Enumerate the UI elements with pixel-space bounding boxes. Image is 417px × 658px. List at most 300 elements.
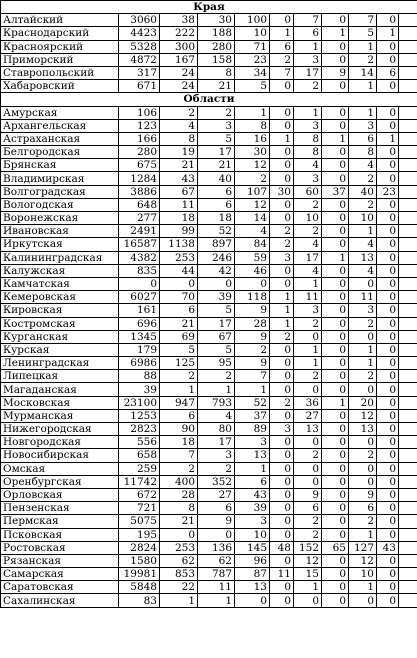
value-cell: 0	[270, 383, 294, 396]
value-cell: 0	[270, 370, 294, 383]
region-name-cell: Ленинградская	[1, 357, 119, 370]
table-row	[1, 304, 417, 317]
region-name-cell: Курская	[1, 343, 119, 356]
value-cell: 0	[294, 594, 322, 607]
value-cell: 0	[294, 475, 322, 488]
value-cell: 0	[377, 515, 399, 528]
value-cell: 0	[377, 172, 399, 185]
value-cell: 0	[322, 106, 349, 119]
value-cell: 10	[294, 212, 322, 225]
region-name-cell: Магаданская	[1, 383, 119, 396]
value-cell: 2	[160, 106, 198, 119]
value-cell: 100	[235, 14, 270, 27]
value-cell: 2	[270, 330, 294, 343]
value-cell: 11	[198, 581, 235, 594]
value-cell: 0	[322, 357, 349, 370]
value-cell: 5	[235, 80, 270, 93]
value-cell: 1	[349, 357, 377, 370]
value-cell: 1	[322, 132, 349, 145]
value-cell: 3	[294, 304, 322, 317]
value-cell: 18	[198, 212, 235, 225]
table-row	[1, 436, 417, 449]
empty-cell	[399, 212, 417, 225]
value-cell: 0	[270, 554, 294, 567]
value-cell: 34	[235, 66, 270, 79]
empty-cell	[399, 304, 417, 317]
value-cell: 67	[160, 185, 198, 198]
empty-cell	[399, 159, 417, 172]
value-cell: 70	[160, 291, 198, 304]
value-cell: 60	[294, 185, 322, 198]
value-cell: 161	[119, 304, 160, 317]
table-row	[1, 423, 417, 436]
value-cell: 3	[349, 304, 377, 317]
value-cell: 0	[349, 330, 377, 343]
value-cell: 4	[294, 238, 322, 251]
value-cell: 13	[235, 581, 270, 594]
value-cell: 0	[322, 568, 349, 581]
value-cell: 2	[198, 370, 235, 383]
empty-cell	[399, 343, 417, 356]
value-cell: 671	[119, 80, 160, 93]
value-cell: 9	[294, 488, 322, 501]
value-cell: 352	[198, 475, 235, 488]
value-cell: 0	[377, 370, 399, 383]
table-row	[1, 330, 417, 343]
value-cell: 0	[322, 277, 349, 290]
value-cell: 6	[294, 502, 322, 515]
value-cell: 1	[349, 80, 377, 93]
value-cell: 2	[294, 449, 322, 462]
value-cell: 0	[235, 277, 270, 290]
value-cell: 17	[198, 146, 235, 159]
value-cell: 0	[270, 172, 294, 185]
value-cell: 17	[294, 251, 322, 264]
value-cell: 21	[160, 515, 198, 528]
value-cell: 1	[377, 132, 399, 145]
value-cell: 1	[294, 106, 322, 119]
value-cell: 21	[198, 159, 235, 172]
value-cell: 21	[160, 317, 198, 330]
value-cell: 9	[235, 330, 270, 343]
value-cell: 10	[235, 528, 270, 541]
value-cell: 23100	[119, 396, 160, 409]
value-cell: 2	[270, 225, 294, 238]
value-cell: 44	[160, 264, 198, 277]
value-cell: 0	[322, 554, 349, 567]
value-cell: 43	[377, 541, 399, 554]
value-cell: 30	[270, 185, 294, 198]
value-cell: 107	[235, 185, 270, 198]
region-name-cell: Владимирская	[1, 172, 119, 185]
value-cell: 0	[377, 396, 399, 409]
value-cell: 2	[349, 515, 377, 528]
table-row	[1, 396, 417, 409]
region-name-cell: Иркутская	[1, 238, 119, 251]
value-cell: 9	[235, 304, 270, 317]
region-name-cell: Ростовская	[1, 541, 119, 554]
value-cell: 787	[198, 568, 235, 581]
value-cell: 0	[322, 80, 349, 93]
value-cell: 0	[322, 370, 349, 383]
value-cell: 179	[119, 343, 160, 356]
table-row	[1, 159, 417, 172]
value-cell: 0	[377, 264, 399, 277]
value-cell: 5848	[119, 581, 160, 594]
value-cell: 1	[160, 594, 198, 607]
empty-cell	[399, 541, 417, 554]
value-cell: 0	[270, 106, 294, 119]
value-cell: 40	[349, 185, 377, 198]
value-cell: 0	[377, 343, 399, 356]
value-cell: 897	[198, 238, 235, 251]
value-cell: 0	[270, 146, 294, 159]
table-row	[1, 225, 417, 238]
value-cell: 400	[160, 475, 198, 488]
value-cell: 0	[160, 277, 198, 290]
value-cell: 167	[160, 53, 198, 66]
section-header-row	[1, 1, 417, 14]
value-cell: 48	[270, 541, 294, 554]
value-cell: 0	[270, 14, 294, 27]
empty-cell	[399, 449, 417, 462]
value-cell: 90	[160, 423, 198, 436]
region-name-cell: Ставропольский	[1, 66, 119, 79]
value-cell: 6	[198, 502, 235, 515]
value-cell: 4	[349, 238, 377, 251]
table-row	[1, 212, 417, 225]
value-cell: 2	[294, 317, 322, 330]
region-name-cell: Орловская	[1, 488, 119, 501]
value-cell: 0	[270, 488, 294, 501]
region-name-cell: Кемеровская	[1, 291, 119, 304]
empty-cell	[399, 409, 417, 422]
value-cell: 277	[119, 212, 160, 225]
value-cell: 3	[294, 53, 322, 66]
empty-cell	[399, 370, 417, 383]
value-cell: 12	[349, 409, 377, 422]
value-cell: 0	[270, 198, 294, 211]
empty-cell	[399, 396, 417, 409]
empty-cell	[399, 330, 417, 343]
value-cell: 10	[349, 212, 377, 225]
value-cell: 8	[160, 132, 198, 145]
value-cell: 2	[160, 462, 198, 475]
value-cell: 2	[235, 172, 270, 185]
value-cell: 7	[235, 370, 270, 383]
value-cell: 16587	[119, 238, 160, 251]
value-cell: 0	[270, 502, 294, 515]
value-cell: 3	[235, 515, 270, 528]
table-row	[1, 277, 417, 290]
value-cell: 0	[270, 462, 294, 475]
value-cell: 2	[349, 317, 377, 330]
value-cell: 8	[235, 119, 270, 132]
value-cell: 13	[235, 449, 270, 462]
value-cell: 1284	[119, 172, 160, 185]
value-cell: 1	[349, 528, 377, 541]
empty-cell	[399, 436, 417, 449]
table-row	[1, 317, 417, 330]
value-cell: 24	[160, 80, 198, 93]
table-row	[1, 515, 417, 528]
value-cell: 125	[160, 357, 198, 370]
table-row	[1, 66, 417, 79]
table-row	[1, 198, 417, 211]
empty-cell	[399, 66, 417, 79]
value-cell: 0	[322, 14, 349, 27]
region-name-cell: Калининградская	[1, 251, 119, 264]
value-cell: 0	[322, 264, 349, 277]
value-cell: 39	[119, 383, 160, 396]
empty-cell	[399, 106, 417, 119]
value-cell: 19981	[119, 568, 160, 581]
value-cell: 0	[349, 594, 377, 607]
value-cell: 0	[322, 225, 349, 238]
empty-cell	[399, 251, 417, 264]
value-cell: 6027	[119, 291, 160, 304]
value-cell: 1	[160, 383, 198, 396]
value-cell: 0	[322, 53, 349, 66]
value-cell: 0	[322, 449, 349, 462]
empty-cell	[399, 475, 417, 488]
value-cell: 0	[377, 357, 399, 370]
value-cell: 10	[235, 27, 270, 40]
value-cell: 36	[294, 396, 322, 409]
value-cell: 0	[322, 317, 349, 330]
value-cell: 1	[294, 343, 322, 356]
table-row	[1, 409, 417, 422]
region-name-cell: Липецкая	[1, 370, 119, 383]
table-row	[1, 462, 417, 475]
value-cell: 123	[119, 119, 160, 132]
value-cell: 2	[294, 198, 322, 211]
value-cell: 2	[294, 80, 322, 93]
value-cell: 1138	[160, 238, 198, 251]
value-cell: 7	[294, 14, 322, 27]
value-cell: 10	[349, 568, 377, 581]
empty-cell	[399, 264, 417, 277]
value-cell: 0	[377, 304, 399, 317]
region-name-cell: Омская	[1, 462, 119, 475]
empty-cell	[399, 40, 417, 53]
value-cell: 0	[270, 475, 294, 488]
value-cell: 1	[294, 277, 322, 290]
value-cell: 253	[160, 541, 198, 554]
value-cell: 0	[377, 462, 399, 475]
value-cell: 12	[294, 554, 322, 567]
table-row	[1, 291, 417, 304]
value-cell: 3	[270, 423, 294, 436]
value-cell: 4	[294, 264, 322, 277]
value-cell: 38	[160, 14, 198, 27]
value-cell: 0	[349, 462, 377, 475]
value-cell: 6	[198, 198, 235, 211]
value-cell: 9	[322, 66, 349, 79]
value-cell: 675	[119, 159, 160, 172]
value-cell: 18	[160, 436, 198, 449]
value-cell: 12	[349, 554, 377, 567]
empty-cell	[399, 277, 417, 290]
value-cell: 7	[160, 449, 198, 462]
value-cell: 853	[160, 568, 198, 581]
value-cell: 2	[160, 370, 198, 383]
region-name-cell: Архангельская	[1, 119, 119, 132]
empty-cell	[399, 146, 417, 159]
value-cell: 21	[198, 80, 235, 93]
value-cell: 0	[270, 409, 294, 422]
value-cell: 1253	[119, 409, 160, 422]
value-cell: 136	[198, 541, 235, 554]
value-cell: 0	[377, 568, 399, 581]
value-cell: 0	[349, 383, 377, 396]
table-row	[1, 251, 417, 264]
value-cell: 1	[349, 106, 377, 119]
region-name-cell: Нижегородская	[1, 423, 119, 436]
value-cell: 4382	[119, 251, 160, 264]
table-row	[1, 370, 417, 383]
value-cell: 0	[349, 436, 377, 449]
value-cell: 12	[235, 159, 270, 172]
value-cell: 6	[160, 304, 198, 317]
value-cell: 5	[198, 132, 235, 145]
region-name-cell: Московская	[1, 396, 119, 409]
value-cell: 0	[294, 462, 322, 475]
value-cell: 0	[377, 436, 399, 449]
table-row	[1, 27, 417, 40]
value-cell: 7	[270, 66, 294, 79]
empty-cell	[399, 502, 417, 515]
table-row	[1, 119, 417, 132]
value-cell: 5	[160, 343, 198, 356]
value-cell: 67	[198, 330, 235, 343]
value-cell: 0	[270, 581, 294, 594]
value-cell: 4423	[119, 27, 160, 40]
value-cell: 2	[294, 528, 322, 541]
value-cell: 21	[160, 159, 198, 172]
value-cell: 648	[119, 198, 160, 211]
value-cell: 2	[349, 53, 377, 66]
value-cell: 88	[119, 370, 160, 383]
empty-cell	[399, 594, 417, 607]
value-cell: 23	[235, 53, 270, 66]
table-row	[1, 568, 417, 581]
value-cell: 9	[235, 357, 270, 370]
value-cell: 11742	[119, 475, 160, 488]
region-name-cell: Самарская	[1, 568, 119, 581]
value-cell: 0	[377, 159, 399, 172]
value-cell: 27	[198, 488, 235, 501]
empty-cell	[399, 423, 417, 436]
value-cell: 0	[377, 238, 399, 251]
empty-cell	[399, 238, 417, 251]
table-row	[1, 53, 417, 66]
value-cell: 0	[160, 528, 198, 541]
value-cell: 0	[377, 14, 399, 27]
region-name-cell: Сахалинская	[1, 594, 119, 607]
value-cell: 0	[322, 436, 349, 449]
value-cell: 4	[160, 119, 198, 132]
value-cell: 52	[235, 396, 270, 409]
value-cell: 0	[270, 80, 294, 93]
value-cell: 65	[322, 541, 349, 554]
value-cell: 0	[270, 119, 294, 132]
value-cell: 69	[160, 330, 198, 343]
region-name-cell: Саратовская	[1, 581, 119, 594]
value-cell: 1	[270, 291, 294, 304]
value-cell: 1	[294, 40, 322, 53]
value-cell: 0	[322, 304, 349, 317]
region-name-cell: Краснодарский	[1, 27, 119, 40]
value-cell: 5	[198, 343, 235, 356]
empty-cell	[399, 581, 417, 594]
value-cell: 24	[160, 66, 198, 79]
value-cell: 2	[198, 462, 235, 475]
value-cell: 5328	[119, 40, 160, 53]
value-cell: 0	[322, 212, 349, 225]
table-row	[1, 40, 417, 53]
value-cell: 0	[377, 225, 399, 238]
value-cell: 1	[235, 462, 270, 475]
value-cell: 2824	[119, 541, 160, 554]
value-cell: 5	[349, 27, 377, 40]
value-cell: 947	[160, 396, 198, 409]
value-cell: 1	[322, 396, 349, 409]
value-cell: 1	[270, 304, 294, 317]
value-cell: 0	[377, 330, 399, 343]
value-cell: 0	[377, 53, 399, 66]
value-cell: 6	[349, 132, 377, 145]
value-cell: 1	[198, 594, 235, 607]
empty-cell	[399, 27, 417, 40]
empty-cell	[399, 291, 417, 304]
empty-cell	[399, 80, 417, 93]
value-cell: 9	[198, 515, 235, 528]
value-cell: 30	[235, 146, 270, 159]
region-name-cell: Оренбургская	[1, 475, 119, 488]
value-cell: 0	[322, 528, 349, 541]
value-cell: 19	[160, 146, 198, 159]
value-cell: 280	[119, 146, 160, 159]
table-row	[1, 594, 417, 607]
value-cell: 6	[270, 40, 294, 53]
value-cell: 84	[235, 238, 270, 251]
region-name-cell: Костромская	[1, 317, 119, 330]
value-cell: 6986	[119, 357, 160, 370]
value-cell: 1	[349, 581, 377, 594]
value-cell: 0	[322, 594, 349, 607]
value-cell: 8	[160, 502, 198, 515]
table-row	[1, 132, 417, 145]
value-cell: 0	[322, 172, 349, 185]
value-cell: 4	[349, 159, 377, 172]
value-cell: 253	[160, 251, 198, 264]
region-name-cell: Алтайский	[1, 14, 119, 27]
value-cell: 1580	[119, 554, 160, 567]
value-cell: 14	[349, 66, 377, 79]
value-cell: 1345	[119, 330, 160, 343]
value-cell: 2	[349, 449, 377, 462]
value-cell: 1	[270, 132, 294, 145]
value-cell: 11	[160, 198, 198, 211]
value-cell: 0	[377, 198, 399, 211]
empty-cell	[399, 198, 417, 211]
value-cell: 195	[119, 528, 160, 541]
value-cell: 0	[377, 423, 399, 436]
value-cell: 2	[235, 343, 270, 356]
value-cell: 3	[198, 119, 235, 132]
value-cell: 2	[349, 370, 377, 383]
